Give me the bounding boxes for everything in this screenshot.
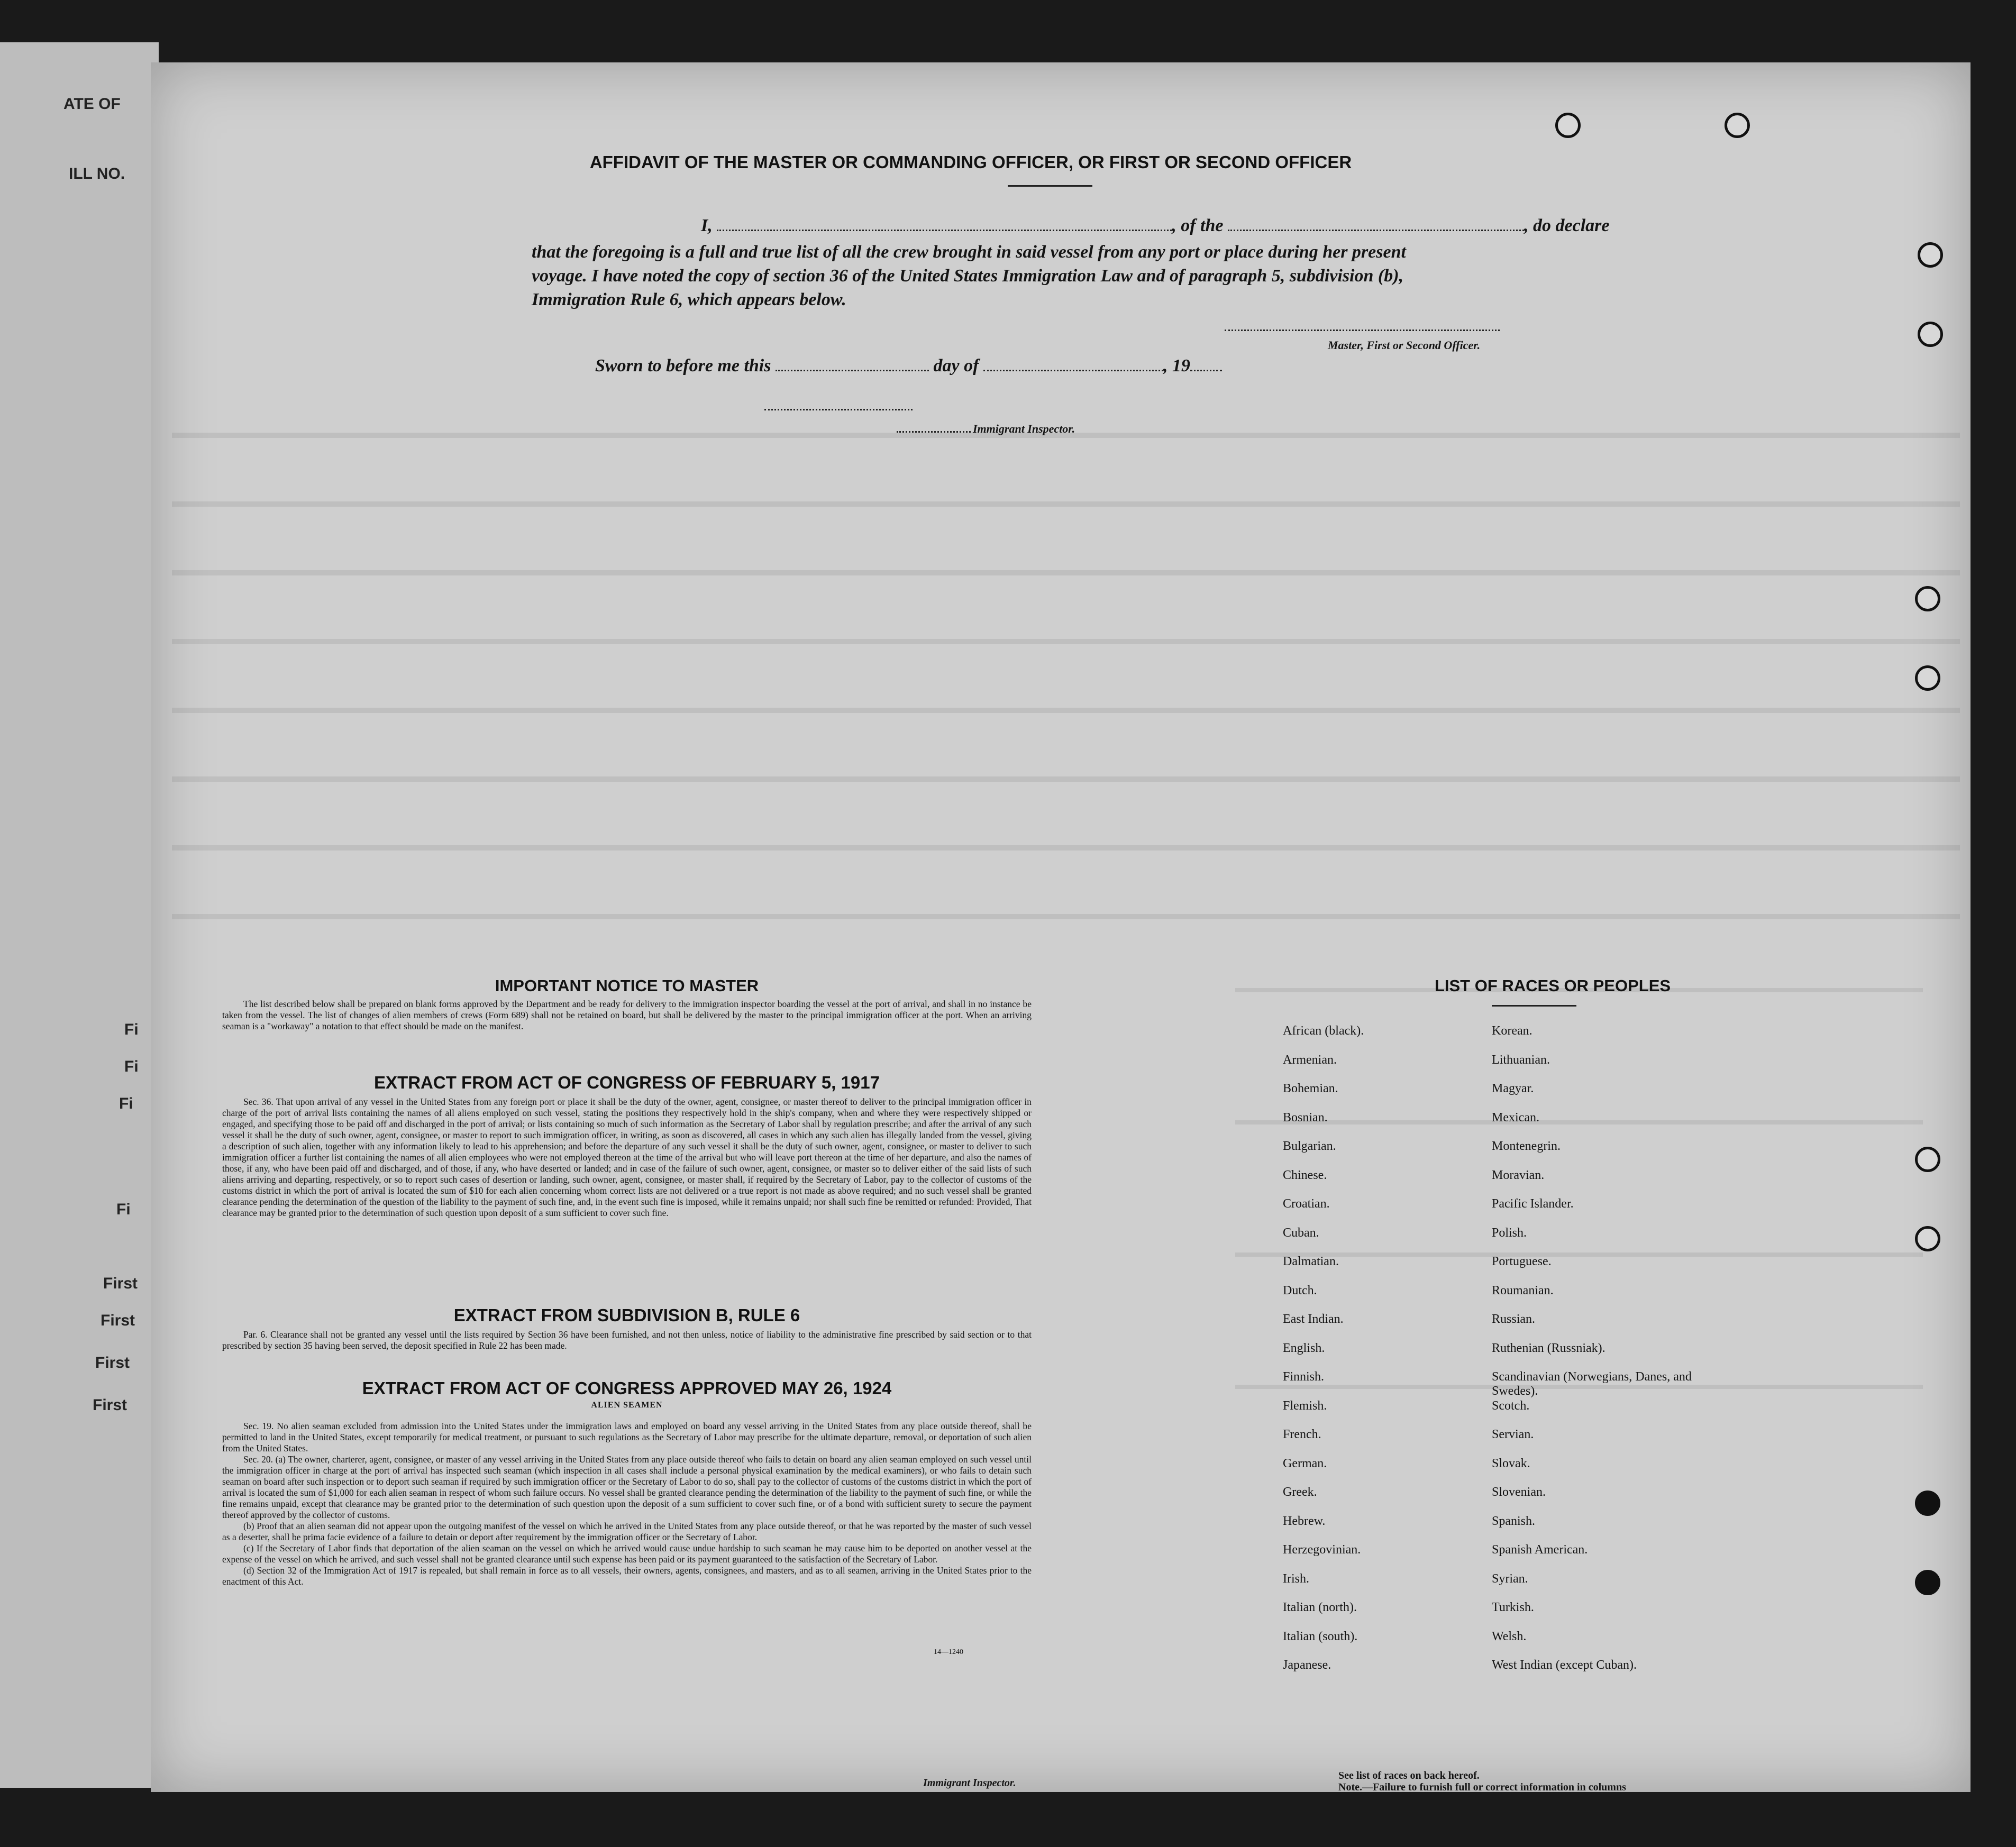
sworn-year: , 19 bbox=[1163, 356, 1190, 376]
extract-1917-title: EXTRACT FROM ACT OF CONGRESS OF FEBRUARY 5, 1917 bbox=[374, 1073, 880, 1092]
sec20a-paragraph: Sec. 20. (a) The owner, charterer, agent, consignee, or master of any vessel arriving in the United States from any place outside thereof who fails to detain on board any alien seaman employed on such vessel until the immigration officer in charge at the port of arrival has inspected such seaman (which inspection in all cases shall include a personal physical examination by the medical examiners), or who fails to detain such seaman on board after such inspection or to deport such seaman if required by such immigration officer or the Secretary of Labor to do so, shall pay to the collector of customs of the customs district in which the port of arrival is located the sum of $1,000 for each alien seaman in respect of whom such failure occurs. No vessel shall be granted clearance pending the determination of the liability to the payment of such fine, or while the fine remains unpaid, except that clearance may be granted prior to the determination of such question upon the deposit of a sum sufficient to cover such fine, or of a bond with sufficient surety to secure the payment thereof approved by the collector of customs. bbox=[222, 1454, 1032, 1520]
alien-seamen-subtitle: ALIEN SEAMEN bbox=[591, 1401, 663, 1410]
race-item: Korean. bbox=[1492, 1024, 1532, 1038]
affidavit-line1 bbox=[532, 216, 1711, 236]
punch-hole-icon bbox=[1918, 322, 1943, 347]
day-blank bbox=[776, 370, 929, 371]
race-item: Greek. bbox=[1283, 1485, 1317, 1499]
race-item: Slovenian. bbox=[1492, 1485, 1546, 1499]
rule6-paragraph: Par. 6. Clearance shall not be granted any vessel until the lists required by Section 36 have been furnished, and not then unless, notice of liability to the administrative fine prescribed by said section or to that prescribed by section 35 having been served, the deposit specified in Rule 22 has been made. bbox=[222, 1329, 1032, 1351]
race-item: French. bbox=[1283, 1428, 1321, 1441]
inspector-caption: Immigrant Inspector. bbox=[973, 422, 1075, 435]
punch-hole-icon bbox=[1725, 113, 1750, 138]
punch-hole-icon bbox=[1915, 586, 1940, 611]
affidavit-line2: that the foregoing is a full and true list of all the crew brought in said vessel from any port or place during her present bbox=[532, 242, 1406, 262]
notice-body bbox=[222, 999, 1032, 1032]
bottom-inspector-fragment: Immigrant Inspector. bbox=[923, 1777, 1016, 1789]
punch-hole-icon bbox=[1915, 1147, 1940, 1172]
title-rule bbox=[1008, 185, 1092, 187]
sworn-prefix: Sworn to before me this bbox=[595, 356, 771, 376]
races-title: LIST OF RACES OR PEOPLES bbox=[1434, 976, 1671, 995]
back-label: Fi bbox=[116, 1201, 131, 1218]
sec36-paragraph: Sec. 36. That upon arrival of any vessel in the United States from any foreign port or place it shall be the duty of the owner, agent, consignee, or master thereof to deliver to the principal immigration officer in charge of the port of arrival lists containing the names of all aliens employed on such vessel, stating the positions they respectively hold in the ship's company, when and where they were respectively shipped or engaged, and specifying those to be paid off and discharged in the port of arrival; or lists containing so much of such information as the Secretary of Labor shall by regulation prescribe; and after the arrival of any such vessel it shall be the duty of such owner, agent, consignee, or master to report to such immigration officer, in writing, as soon as discovered, all cases in which any such alien has illegally landed from the vessel, giving a description of such alien, together with any information likely to lead to his apprehension; and before the departure of any such vessel it shall be the duty of such owner, agent, consignee, or master to deliver to such immigration officer a further list containing the names of all alien employees who were not employed thereon at the time of the arrival but who will leave port thereon at the time of her departure, and also the names of those, if any, who have been paid off and discharged, and of those, if any, who have deserted or landed; and in case of the failure of such owner, agent, consignee, or master so to deliver either of the said lists of such aliens arriving and departing, respectively, or so to report such cases of desertion or landing, such owner, agent, consignee, or master shall, if required by the Secretary of Labor, pay to the collector of customs of the customs district in which the port of arrival is located the sum of $10 for each alien concerning whom correct lists are not delivered or a true report is not made as above required; and no such vessel shall be granted clearance pending the determination of the question of the liability to the payment of such fine, and, in the event such fine is imposed, while it remains unpaid; nor shall such fine be remitted or refunded: Provided, That clearance may be granted prior to the determination of such question upon deposit of a sum sufficient to cover such fine. bbox=[222, 1096, 1032, 1218]
race-item: Servian. bbox=[1492, 1428, 1534, 1441]
bottom-note-2: Note.—Failure to furnish full or correct information in columns bbox=[1338, 1781, 1626, 1793]
back-label: First bbox=[103, 1275, 138, 1292]
extract-1924-title: EXTRACT FROM ACT OF CONGRESS APPROVED MAY 26, 1924 bbox=[362, 1378, 892, 1398]
race-item: Pacific Islander. bbox=[1492, 1197, 1574, 1211]
punch-hole-icon bbox=[1915, 665, 1940, 691]
race-item: Scotch. bbox=[1492, 1398, 1530, 1413]
back-label: ILL NO. bbox=[69, 165, 125, 182]
race-item: Cuban. bbox=[1283, 1226, 1319, 1240]
sworn-line bbox=[595, 356, 1222, 376]
affidavit-line3: voyage. I have noted the copy of section 36 of the United States Immigration Law and of paragraph 5, subdivision (b), bbox=[532, 266, 1404, 286]
race-item: Finnish. bbox=[1283, 1370, 1325, 1384]
races-column-1 bbox=[1283, 1024, 1473, 1687]
back-label: Fi bbox=[124, 1021, 139, 1038]
extract-1917-body bbox=[222, 1096, 1032, 1219]
affidavit-title: AFFIDAVIT OF THE MASTER OR COMMANDING OFFICER, OR FIRST OR SECOND OFFICER bbox=[589, 152, 1352, 172]
punch-hole-icon bbox=[1918, 242, 1943, 268]
race-item: Roumanian. bbox=[1492, 1283, 1554, 1297]
race-item: Armenian. bbox=[1283, 1053, 1337, 1067]
race-item: Bosnian. bbox=[1283, 1110, 1328, 1124]
race-item: Welsh. bbox=[1492, 1629, 1527, 1643]
race-item: Turkish. bbox=[1492, 1601, 1534, 1614]
back-label: First bbox=[93, 1396, 127, 1414]
sec20c-paragraph: (c) If the Secretary of Labor finds that deportation of the alien seaman on the vessel on which he arrived would cause undue hardship to such seaman he may cause him to be deported on another vessel at the expense of the vessel on which he arrived, and such vessel shall not be granted clearance until such expense has been paid or its payment guaranteed to the satisfaction of the Secretary of Labor. bbox=[222, 1543, 1032, 1565]
form-number: 14—1240 bbox=[934, 1648, 963, 1656]
affidavit-line4: Immigration Rule 6, which appears below. bbox=[532, 290, 846, 309]
name-blank bbox=[717, 230, 1172, 231]
rule6-title: EXTRACT FROM SUBDIVISION B, RULE 6 bbox=[453, 1305, 800, 1325]
back-label: Fi bbox=[124, 1058, 139, 1075]
punch-hole-icon bbox=[1915, 1570, 1940, 1595]
races-column-2 bbox=[1492, 1024, 1703, 1687]
race-item: Syrian. bbox=[1492, 1571, 1528, 1586]
race-item: Magyar. bbox=[1492, 1082, 1534, 1095]
race-item: Russian. bbox=[1492, 1312, 1536, 1326]
sec20d-paragraph: (d) Section 32 of the Immigration Act of 1917 is repealed, but shall remain in force as to all vessels, their owners, agents, consignees, and masters, and as to all seamen, arriving in the United States prior to the enactment of this Act. bbox=[222, 1565, 1032, 1587]
sec20b-paragraph: (b) Proof that an alien seaman did not appear upon the outgoing manifest of the vessel on which he arrived in the United States from any place outside thereof, or that he was reported by the master of such vessel as a deserter, shall be prima facie evidence of a failure to detain or deport after requirement by the immigration officer or the Secretary of Labor. bbox=[222, 1521, 1032, 1542]
race-item: West Indian (except Cuban). bbox=[1492, 1658, 1637, 1672]
back-label: Fi bbox=[119, 1095, 133, 1112]
race-item: Spanish. bbox=[1492, 1514, 1536, 1528]
punch-hole-icon bbox=[1915, 1491, 1940, 1516]
race-item: Irish. bbox=[1283, 1571, 1309, 1586]
race-item: Flemish. bbox=[1283, 1398, 1327, 1413]
inspector-line bbox=[897, 422, 1075, 436]
manifest-back-page bbox=[151, 62, 1971, 1792]
race-item: Hebrew. bbox=[1283, 1514, 1326, 1528]
race-item: Scandinavian (Norwegians, Danes, and Swedes). bbox=[1492, 1370, 1692, 1398]
rule6-body bbox=[222, 1329, 1032, 1351]
punch-hole-icon bbox=[1915, 1226, 1940, 1251]
back-label: First bbox=[95, 1354, 130, 1371]
race-item: English. bbox=[1283, 1341, 1325, 1355]
race-item: Herzegovinian. bbox=[1283, 1543, 1361, 1557]
affidavit-declare: , do declare bbox=[1524, 216, 1610, 235]
back-label: First bbox=[101, 1312, 135, 1329]
signature-caption: Master, First or Second Officer. bbox=[1328, 339, 1481, 352]
affidavit-of: , of the bbox=[1172, 216, 1224, 235]
race-item: Dalmatian. bbox=[1283, 1255, 1339, 1268]
notice-title: IMPORTANT NOTICE TO MASTER bbox=[495, 976, 759, 995]
race-item: Lithuanian. bbox=[1492, 1053, 1550, 1067]
races-rule bbox=[1492, 1005, 1576, 1007]
race-item: Bulgarian. bbox=[1283, 1139, 1336, 1153]
race-item: East Indian. bbox=[1283, 1312, 1344, 1326]
race-item: Polish. bbox=[1492, 1226, 1527, 1240]
affidavit-i: I, bbox=[701, 216, 713, 235]
back-label: ATE OF bbox=[63, 95, 121, 113]
race-item: Moravian. bbox=[1492, 1168, 1545, 1182]
signature-blank bbox=[1225, 330, 1500, 331]
extract-1924-body bbox=[222, 1421, 1032, 1587]
race-item: Bohemian. bbox=[1283, 1082, 1338, 1095]
race-item: Slovak. bbox=[1492, 1456, 1530, 1470]
race-item: German. bbox=[1283, 1456, 1327, 1470]
inspector-rule bbox=[764, 409, 913, 410]
vessel-blank bbox=[1228, 230, 1524, 231]
bottom-note-1: See list of races on back hereof. bbox=[1338, 1770, 1480, 1781]
race-item: Italian (south). bbox=[1283, 1629, 1358, 1643]
month-blank bbox=[983, 370, 1163, 371]
race-item: Chinese. bbox=[1283, 1168, 1327, 1182]
race-item: Montenegrin. bbox=[1492, 1139, 1561, 1153]
race-item: Mexican. bbox=[1492, 1110, 1539, 1124]
race-item: Spanish American. bbox=[1492, 1543, 1588, 1557]
underlying-sheet-edge bbox=[0, 42, 159, 1788]
race-item: Croatian. bbox=[1283, 1197, 1330, 1211]
notice-paragraph: The list described below shall be prepared on blank forms approved by the Department and be ready for delivery to the immigration inspector boarding the vessel at the port of arrival, and shall in no instance be taken from the vessel. The list of changes of alien members of crews (Form 689) shall not be retained on board, but shall be delivered by the master to the principal immigration officer at the port. When an arriving seaman is a "workaway" a notation to that effect should be made on the manifest. bbox=[222, 999, 1032, 1031]
race-item: Dutch. bbox=[1283, 1283, 1317, 1297]
sec19-paragraph: Sec. 19. No alien seaman excluded from admission into the United States under the immigration laws and employed on board any vessel arriving in the United States from any place outside thereof, shall be permitted to land in the United States, except temporarily for medical treatment, or pursuant to such regulations as the Secretary of Labor may prescribe for the ultimate departure, removal, or deportation of such alien from the United States. bbox=[222, 1421, 1032, 1453]
race-item: Japanese. bbox=[1283, 1658, 1331, 1672]
race-item: Ruthenian (Russniak). bbox=[1492, 1341, 1605, 1355]
race-item: Italian (north). bbox=[1283, 1601, 1357, 1614]
punch-hole-icon bbox=[1555, 113, 1581, 138]
inspector-blank bbox=[897, 431, 971, 433]
race-item: Portuguese. bbox=[1492, 1255, 1552, 1268]
race-item: African (black). bbox=[1283, 1024, 1364, 1038]
year-blank bbox=[1190, 370, 1222, 371]
sworn-day: day of bbox=[933, 356, 979, 376]
